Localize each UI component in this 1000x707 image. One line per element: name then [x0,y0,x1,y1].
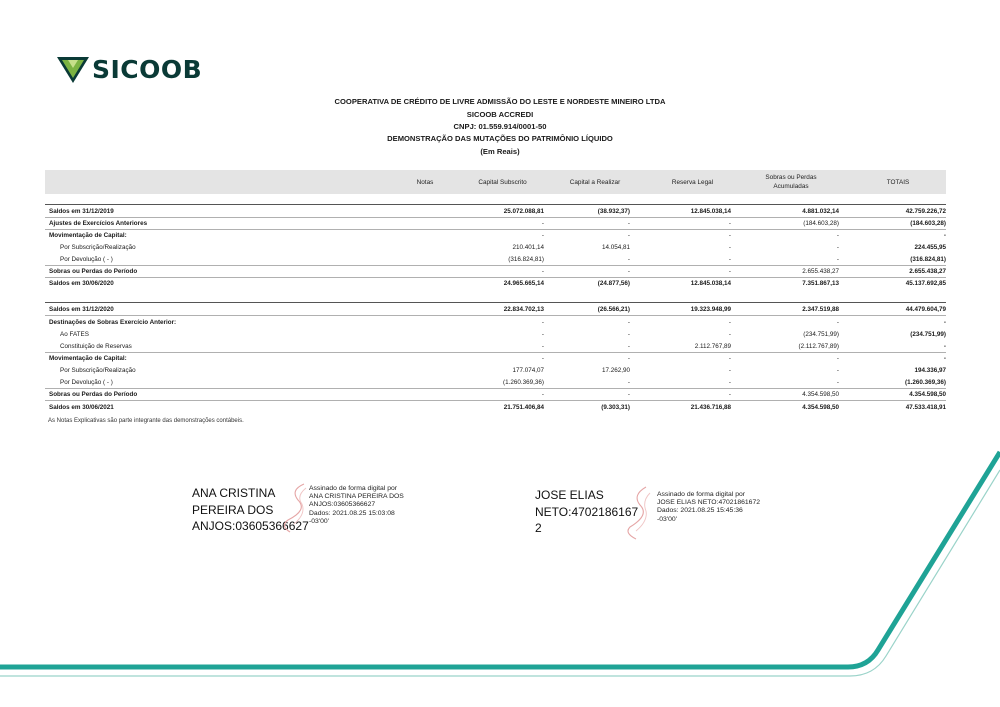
row-label: Por Subscrição/Realização [60,244,136,251]
row-value-v1: - [541,319,544,326]
row-label: Saldos em 31/12/2020 [49,306,114,313]
row-value-v5: (1.260.369,36) [905,379,946,386]
row-value-v1: (316.824,81) [508,256,544,263]
row-value-v4: 2.347.519,88 [802,306,839,313]
row-value-v1: - [541,343,544,350]
row-value-v3: - [728,244,731,251]
company-short-name: SICOOB ACCREDI [466,110,534,119]
row-value-v1: 210.401,14 [512,244,544,251]
row-value-v5: - [943,343,946,350]
row-value-v5: (316.824,81) [910,256,946,263]
row-value-v4: (184.603,28) [803,220,839,227]
signature-1-info-line: -03'00' [309,517,329,525]
signature-2-info-line: -03'00' [657,515,677,523]
table-row [45,219,946,230]
row-value-v1: 177.074,07 [512,367,544,374]
signature-2-name-line: NETO:4702186167 [535,504,639,519]
signature-1-info-line: ANJOS:03605366627 [309,501,376,509]
row-value-v1: - [541,391,544,398]
col-reserva-legal: Reserva Legal [671,179,714,186]
row-value-v1: 25.072.088,81 [503,208,544,215]
row-value-v4: - [836,355,839,362]
table-row [45,255,946,266]
row-value-v5: 44.479.604,79 [905,306,946,313]
row-value-v5: - [943,319,946,326]
row-value-v5: 224.455,95 [914,244,946,251]
signature-2-name-line: JOSE ELIAS [535,488,604,502]
row-label: Sobras ou Perdas do Período [49,391,138,398]
table-row [45,318,946,328]
col-notas: Notas [416,179,434,186]
row-value-v4: - [836,319,839,326]
row-value-v5: (184.603,28) [910,220,946,227]
row-value-v3: 19.323.948,99 [690,306,731,313]
row-value-v5: - [943,355,946,362]
signature-1-info-line: ANA CRISTINA PEREIRA DOS [309,493,404,501]
row-value-v4: - [836,256,839,263]
row-label: Sobras ou Perdas do Período [49,268,138,275]
row-label: Saldos em 31/12/2019 [49,208,114,215]
statement-title: DEMONSTRAÇÃO DAS MUTAÇÕES DO PATRIMÔNIO LÍQUIDO [387,134,613,143]
row-value-v3: - [728,367,731,374]
row-value-v2: 17.262,90 [601,367,630,374]
row-value-v4: - [836,232,839,239]
row-value-v4: - [836,379,839,386]
row-value-v3: 21.436.716,88 [690,404,731,411]
row-value-v2: - [627,379,630,386]
table-row [45,243,946,253]
col-capital-subscrito: Capital Subscrito [478,179,527,186]
row-label: Destinações de Sobras Exercício Anterior: [49,319,177,326]
row-value-v5: - [943,232,946,239]
table-row [45,267,946,278]
row-value-v3: - [728,256,731,263]
signature-2-mark-icon [620,483,660,543]
sicoob-logo [57,55,202,84]
row-value-v5: (234.751,99) [910,331,946,338]
signature-1-name-line: ANA CRISTINA [192,486,276,500]
sicoob-logo-icon [57,57,89,83]
row-label: Ao FATES [60,331,89,338]
signature-2-name-line: 2 [535,521,542,535]
row-value-v5: 4.354.598,50 [909,391,946,398]
row-value-v1: - [541,268,544,275]
row-value-v2: - [627,343,630,350]
table-row [45,342,946,353]
row-value-v3: 12.845.038,14 [690,280,731,287]
signature-1-name-line: PEREIRA DOS [192,502,274,517]
row-value-v5: 2.655.438,27 [909,268,946,275]
row-value-v5: 47.533.418,91 [905,404,946,411]
row-value-v3: - [728,232,731,239]
row-value-v2: - [627,355,630,362]
row-value-v5: 45.137.692,85 [905,280,946,287]
row-value-v4: 4.354.598,50 [802,391,839,398]
row-label: Por Devolução ( - ) [60,379,113,386]
signature-1-info-line: Dados: 2021.08.25 15:03:08 [309,509,395,517]
row-value-v3: - [728,331,731,338]
row-label: Constituição de Reservas [60,343,132,350]
footnote: As Notas Explicativas são parte integrante das demonstrações contábeis. [48,418,244,424]
row-value-v3: - [728,268,731,275]
row-value-v4: - [836,244,839,251]
row-value-v1: - [541,232,544,239]
table-row [45,366,946,376]
row-value-v1: (1.260.369,36) [503,379,544,386]
row-value-v5: 42.759.226,72 [905,208,946,215]
row-value-v2: - [627,391,630,398]
row-label: Movimentação de Capital: [49,355,127,362]
row-value-v2: 14.054,81 [601,244,630,251]
row-value-v1: - [541,220,544,227]
row-value-v4: 2.655.438,27 [802,268,839,275]
signature-2-info-line: Dados: 2021.08.25 15:45:36 [657,507,743,515]
table-row [45,378,946,389]
signature-1-name-line: ANJOS:03605366627 [192,519,309,533]
row-value-v2: - [627,331,630,338]
col-capital-a-realizar: Capital a Realizar [569,179,621,186]
row-value-v2: - [627,220,630,227]
row-value-v2: - [627,268,630,275]
row-value-v4: (234.751,99) [803,331,839,338]
table-row [45,330,946,340]
row-value-v3: 12.845.038,14 [690,208,731,215]
row-value-v4: 4.354.598,50 [802,404,839,411]
company-cnpj: CNPJ: 01.559.914/0001-50 [453,122,547,131]
row-value-v1: - [541,355,544,362]
signature-1-info-line: Assinado de forma digital por [309,485,398,492]
row-label: Saldos em 30/06/2020 [49,280,114,287]
row-value-v3: - [728,355,731,362]
company-name: COOPERATIVA DE CRÉDITO DE LIVRE ADMISSÃO DO LESTE E NORDESTE MINEIRO LTDA [334,97,666,106]
row-value-v5: 194.336,97 [914,367,946,374]
row-value-v1: 21.751.406,84 [503,404,544,411]
signature-2-info [657,491,760,524]
col-sobras-perdas [750,173,832,191]
row-label: Ajustes de Exercícios Anteriores [49,220,148,227]
row-value-v4: 4.881.032,14 [802,208,839,215]
row-value-v2: (9.303,31) [601,404,630,411]
row-label: Saldos em 30/06/2021 [49,404,114,411]
table-row [45,207,946,218]
table-row [45,231,946,241]
row-value-v2: (24.877,56) [597,280,630,287]
row-value-v4: 7.351.867,13 [802,280,839,287]
row-value-v3: - [728,319,731,326]
table-top-rule [45,204,946,205]
row-label: Por Devolução ( - ) [60,256,113,263]
row-value-v1: 22.834.702,13 [503,306,544,313]
row-value-v2: - [627,256,630,263]
row-value-v3: - [728,220,731,227]
row-value-v3: - [728,391,731,398]
signature-1-info [309,485,404,526]
row-value-v4: (2.112.767,89) [798,343,839,350]
table-row [45,403,946,413]
row-value-v3: - [728,379,731,386]
statement-currency: (Em Reais) [480,147,520,156]
row-value-v3: 2.112.767,89 [694,343,731,350]
row-label: Por Subscrição/Realização [60,367,136,374]
col-sobras-line2: Acumuladas [773,183,809,190]
col-sobras-line1: Sobras ou Perdas [765,174,817,181]
col-totais: TOTAIS [886,179,910,186]
signature-2-info-line: Assinado de forma digital por [657,491,746,498]
row-value-v1: - [541,331,544,338]
row-value-v2: - [627,319,630,326]
row-value-v2: - [627,232,630,239]
row-label: Movimentação de Capital: [49,232,127,239]
row-value-v2: (38.932,37) [597,208,630,215]
sicoob-logo-text: SICOOB [92,55,203,84]
table-row [45,390,946,401]
section-rule [45,302,946,303]
row-value-v2: (26.566,21) [597,306,630,313]
table-row [45,354,946,364]
row-value-v1: 24.965.665,14 [503,280,544,287]
table-row [45,279,946,289]
signature-2-info-line: JOSE ELIAS NETO:47021861672 [657,499,761,507]
table-row [45,305,946,316]
row-value-v4: - [836,367,839,374]
